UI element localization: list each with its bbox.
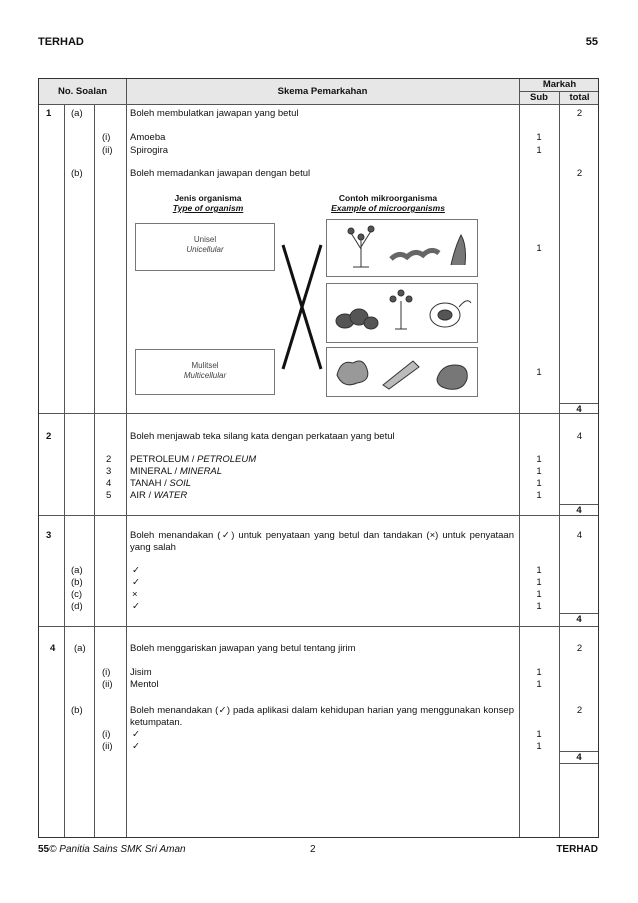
q3-item-answer: ✓: [132, 565, 140, 576]
q2-sum: 4: [576, 505, 582, 516]
q4-a-i-label: (i): [102, 667, 111, 678]
multicellular-label: Mulitsel: [191, 361, 219, 370]
q2-item-number: 2: [106, 454, 112, 465]
q2-item-number: 5: [106, 490, 112, 501]
col-header-scheme: Skema Pemarkahan: [277, 86, 368, 97]
col-header-marks: Markah: [542, 79, 577, 90]
q4-b-i-label: (i): [102, 729, 111, 740]
q4-a-text: Boleh menggariskan jawapan yang betul tentang jirim: [130, 643, 356, 654]
q2-item-number: 4: [106, 478, 112, 489]
q3-item-mark: 1: [536, 601, 542, 612]
q4-number: 4: [50, 643, 56, 654]
q2-item-mark: 1: [536, 478, 542, 489]
q2-number: 2: [46, 431, 52, 442]
q2-item-answer: PETROLEUM / PETROLEUM: [130, 454, 257, 465]
q3-total: 4: [576, 530, 583, 541]
footer-right: TERHAD: [556, 844, 598, 855]
q3-item-answer: ✓: [132, 601, 140, 612]
q1-b-label: (b): [71, 168, 83, 179]
q4-b-text: Boleh menandakan (✓) pada aplikasi dalam kehidupan harian yang menggunakan konsep ketumpatan.: [130, 705, 514, 728]
footer-page: 2: [310, 844, 316, 855]
q2-item-answer: MINERAL / MINERAL: [130, 466, 223, 477]
q3-item-mark: 1: [536, 565, 542, 576]
q4-b-ii-answer: ✓: [132, 741, 140, 752]
q4-b-total: 2: [576, 705, 583, 716]
q4-sum: 4: [576, 752, 582, 763]
q3-item-answer: ✓: [132, 577, 140, 588]
q1-a-total: 2: [576, 108, 583, 119]
q4-b-label: (b): [71, 705, 83, 716]
col-header-total: total: [569, 92, 590, 103]
q2-item-mark: 1: [536, 454, 542, 465]
q3-item-answer: ×: [132, 589, 138, 600]
unicellular-label: Unisel: [193, 235, 217, 244]
q1-a-label: (a): [71, 108, 83, 119]
q3-sum: 4: [576, 614, 582, 625]
marking-scheme-table: [38, 78, 599, 838]
q3-item-mark: 1: [536, 589, 542, 600]
q4-a-i-text: Jisim: [130, 667, 152, 678]
q1-ii-mark: 1: [536, 145, 542, 156]
q1-b-mark-1: 1: [536, 243, 542, 254]
multicellular-label-en: Multicellular: [183, 371, 227, 380]
footer-left: 55© Panitia Sains SMK Sri Aman: [38, 844, 186, 855]
q2-item-mark: 1: [536, 490, 542, 501]
q1-a-text: Boleh membulatkan jawapan yang betul: [130, 108, 299, 119]
q3-item-label: (b): [71, 577, 83, 588]
header-left: TERHAD: [38, 36, 84, 48]
matching-diagram: [133, 189, 505, 399]
q3-number: 3: [46, 530, 52, 541]
q2-item-answer: AIR / WATER: [130, 490, 188, 501]
matching-lines: [133, 189, 505, 399]
q4-b-i-mark: 1: [536, 729, 542, 740]
q2-item-number: 3: [106, 466, 112, 477]
q3-item-label: (a): [71, 565, 83, 576]
q4-b-ii-mark: 1: [536, 741, 542, 752]
q4-b-ii-label: (ii): [102, 741, 113, 752]
q4-b-i-answer: ✓: [132, 729, 140, 740]
q3-item-mark: 1: [536, 577, 542, 588]
q1-number: 1: [46, 108, 52, 119]
q4-a-i-mark: 1: [536, 667, 542, 678]
col-header-no: No. Soalan: [57, 86, 108, 97]
q4-a-ii-label: (ii): [102, 679, 113, 690]
q2-text: Boleh menjawab teka silang kata dengan perkataan yang betul: [130, 431, 395, 442]
q1-ii-text: Spirogira: [130, 145, 169, 156]
q2-total: 4: [576, 431, 583, 442]
q4-a-ii-text: Mentol: [130, 679, 159, 690]
q2-item-mark: 1: [536, 466, 542, 477]
diagram-heading-2: Contoh mikroorganisma: [338, 193, 438, 203]
q3-text: Boleh menandakan (✓) untuk penyataan yang betul dan tandakan (×) untuk penyataan yang salah: [130, 530, 514, 553]
q1-sum: 4: [576, 404, 582, 415]
q1-ii-label: (ii): [102, 145, 113, 156]
diagram-heading-1-en: Type of organism: [172, 203, 244, 213]
q1-i-text: Amoeba: [130, 132, 166, 143]
col-header-sub: Sub: [530, 92, 548, 103]
q1-b-mark-2: 1: [536, 367, 542, 378]
q2-item-answer: TANAH / SOIL: [130, 478, 192, 489]
diagram-heading-1: Jenis organisma: [174, 193, 242, 203]
q3-item-label: (c): [71, 589, 83, 600]
q1-i-mark: 1: [536, 132, 542, 143]
q1-i-label: (i): [102, 132, 111, 143]
q3-item-label: (d): [71, 601, 83, 612]
q4-a-ii-mark: 1: [536, 679, 542, 690]
q4-a-label: (a): [74, 643, 86, 654]
diagram-heading-2-en: Example of microorganisms: [331, 203, 445, 213]
unicellular-label-en: Unicellular: [186, 245, 224, 254]
q1-b-text: Boleh memadankan jawapan dengan betul: [130, 168, 311, 179]
q4-a-total: 2: [576, 643, 583, 654]
q1-b-total: 2: [576, 168, 583, 179]
header-page-number: 55: [585, 36, 598, 48]
